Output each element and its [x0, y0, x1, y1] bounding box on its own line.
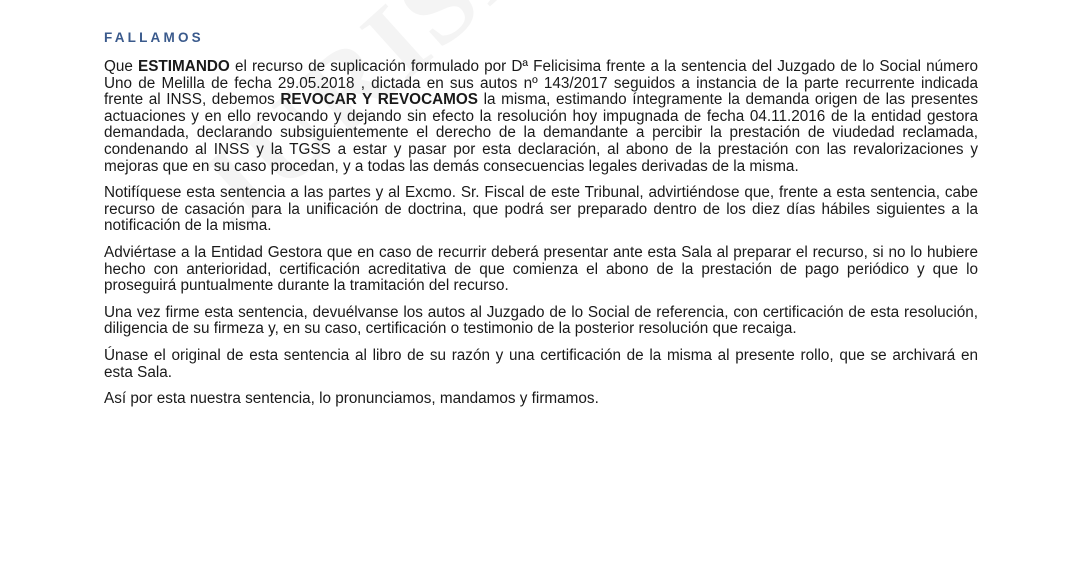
paragraph-notification: Notifíquese esta sentencia a las partes y al Excmo. Sr. Fiscal de este Tribunal, advirtiéndose que, frente a esta sentencia, cabe recurso de casación para la unificación de doctrina, que podrá ser preparado dentro de los diez días hábiles siguientes a la notificación de la misma. — [104, 184, 978, 235]
ruling-text: Que — [104, 58, 139, 75]
ruling-text: el recurso de suplicación formulado por Dª Felicisima frente a la sentencia del Juzgado de lo Social número Uno de Melilla de fecha 29.05.2018 , dictada en sus autos nº 143/2017 seguidos a instancia de la parte recurrente indicada frente al INSS, debemos — [104, 58, 978, 109]
ruling-bold-revocar: REVOCAR Y REVOCAMOS — [280, 91, 479, 109]
ruling-bold-estimando: ESTIMANDO — [138, 58, 230, 75]
paragraph-warning: Adviértase a la Entidad Gestora que en caso de recurrir deberá presentar ante esta Sala al preparar el recurso, si no lo hubiere hecho con anterioridad, certificación acreditativa de que comienza el abono de la prestación de pago periódico y que lo proseguirá puntualmente durante la tramitación del recurso. — [104, 243, 978, 295]
paragraph-closing: Así por esta nuestra sentencia, lo pronunciamos, mandamos y firmamos. — [104, 390, 599, 408]
paragraph-archive: Únase el original de esta sentencia al libro de su razón y una certificación de la misma al presente rollo, que se archivará en esta Sala. — [104, 346, 978, 381]
paragraph-return-records: Una vez firme esta sentencia, devuélvanse los autos al Juzgado de lo Social de referencia, con certificación de esta resolución, diligencia de su firmeza y, en su caso, certificación o testimonio de la posterior resolución que recaiga. — [104, 303, 978, 338]
paragraph-ruling — [104, 59, 978, 175]
ruling-text: la misma, estimando íntegramente la demanda origen de las presentes actuaciones y en ello revocando y dejando sin efecto la resolución hoy impugnada de fecha 04.11.2016 de la entidad gestora demandada, declarando subsiguientemente el derecho de la demandante a percibir la prestación de viudedad reclamada, condenando al INSS y la TGSS a estar y pasar por esta declaración, al abono de la prestación con las revalorizaciones y mejoras que en su caso procedan, y a todas las demás consecuencias legales derivadas de la misma. — [104, 91, 978, 175]
document-body — [104, 30, 978, 418]
section-heading: FALLAMOS — [104, 30, 204, 45]
